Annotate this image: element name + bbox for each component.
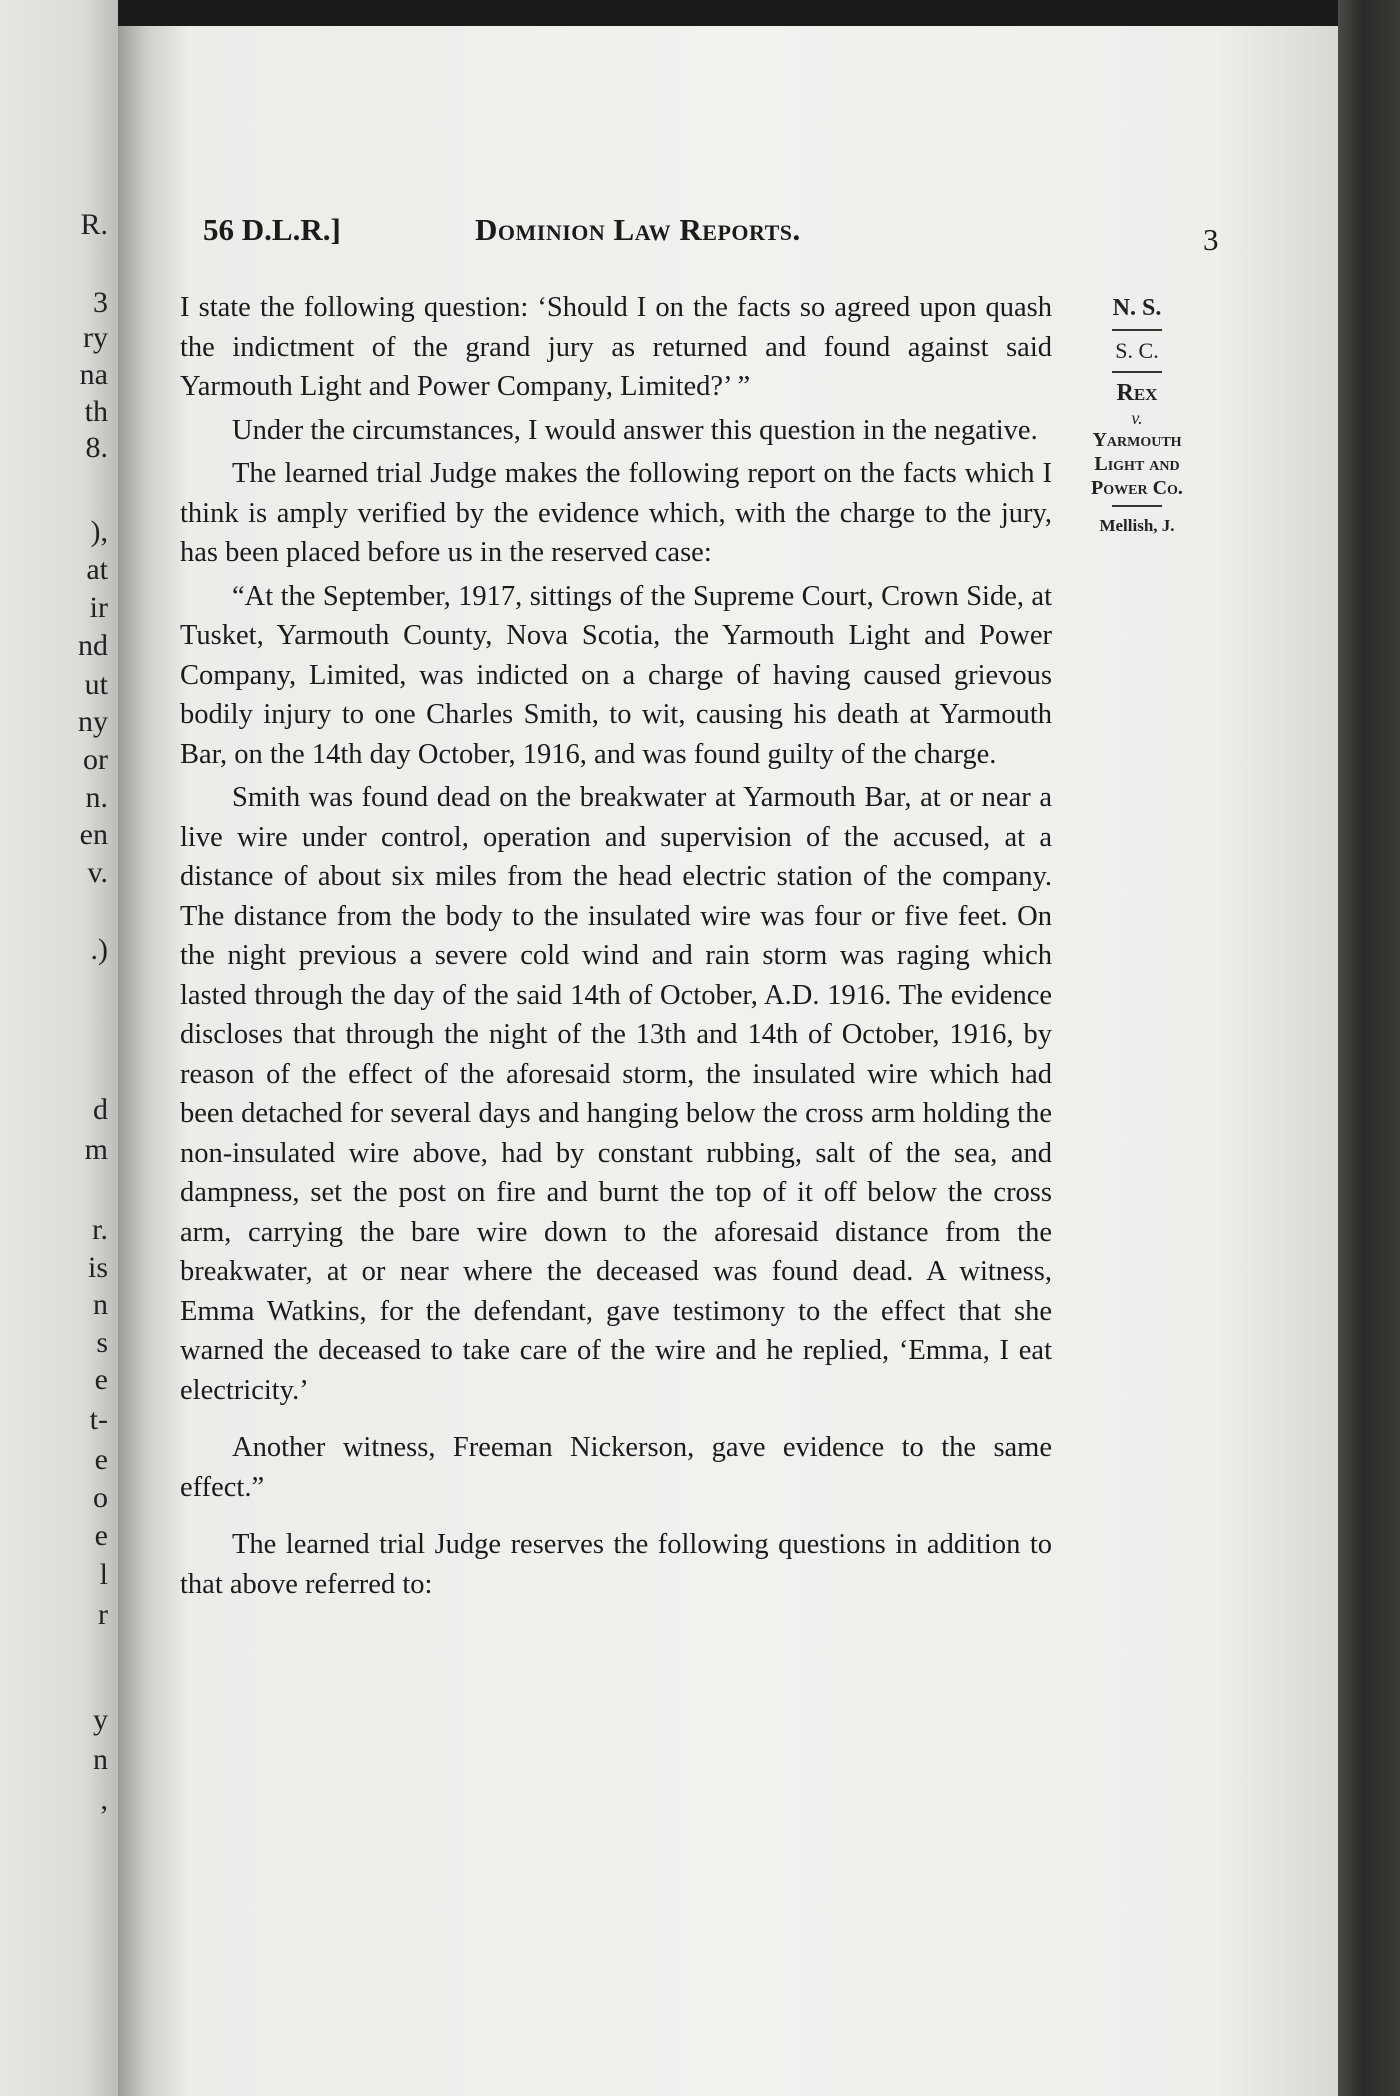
divider	[1112, 329, 1162, 331]
left-page-fragment: m	[84, 1133, 108, 1166]
left-page-fragment: 3	[93, 286, 108, 319]
running-head	[203, 212, 1223, 257]
paragraph-report-intro: The learned trial Judge makes the following report on the facts which I think is amply verified by the evidence which, with the charge to the jury, has been placed before us in the reserved case:	[180, 458, 1052, 568]
province: N. S.	[1112, 295, 1162, 321]
left-page-fragment: r	[98, 1598, 108, 1631]
left-page-fragment: th	[84, 395, 108, 428]
left-page-fragment: v.	[87, 856, 108, 889]
left-page-fragment: is	[87, 1251, 108, 1284]
left-page-fragment: at	[86, 553, 108, 586]
left-page-fragment: ir	[89, 591, 108, 624]
main-text	[180, 288, 1052, 1608]
page-number: 3	[1203, 222, 1219, 257]
divider	[1112, 371, 1162, 373]
left-page-edge	[0, 0, 118, 2096]
reporter-title: Dominion Law Reports.	[475, 212, 801, 247]
court: S. C.	[1115, 338, 1159, 363]
case-sidenote	[1072, 292, 1202, 540]
left-page-fragment: n.	[85, 781, 108, 814]
party-defendant-line: Power Co.	[1091, 477, 1183, 499]
left-page-fragment: e	[94, 1443, 108, 1476]
paragraph-questions: The learned trial Judge reserves the following questions in addition to that above referred to:	[180, 1529, 1052, 1600]
paragraph-answer: Under the circumstances, I would answer this question in the negative.	[232, 414, 1038, 446]
left-page-fragment: t-	[89, 1403, 108, 1436]
judge: Mellish, J.	[1099, 516, 1175, 535]
left-page-fragment: R.	[80, 208, 108, 241]
left-page-fragment: ut	[84, 668, 108, 701]
paragraph-indictment: “At the September, 1917, sittings of the Supreme Court, Crown Side, at Tusket, Yarmouth County, Nova Scotia, the Yarmouth Light and Power Company, Limited, was indicted on a charge of having caused grievous bodily injury to one Charles Smith, to wit, causing his death at Yarmouth Bar, on the 14th day October, 1916, and was found guilty of the charge.	[180, 580, 1052, 770]
left-page-fragment: ,	[100, 1783, 108, 1816]
left-page-fragment: o	[93, 1481, 108, 1514]
left-page-fragment: ry	[83, 321, 108, 354]
left-page-fragment: d	[93, 1093, 108, 1126]
paragraph-question: I state the following question: ‘Should I on the facts so agreed upon quash the indictment of the grand jury as returned and found against said Yarmouth Light and Power Company, Limited?’ ”	[180, 292, 1052, 402]
versus: v.	[1131, 408, 1143, 428]
left-page-fragment: en	[79, 818, 108, 851]
left-page-fragment: or	[83, 743, 108, 776]
volume-reference: 56 D.L.R.]	[203, 212, 341, 247]
left-page-fragment: n	[93, 1743, 108, 1776]
paragraph-witness: Another witness, Freeman Nickerson, gave evidence to the same effect.”	[180, 1432, 1052, 1503]
left-page-fragment: e	[94, 1363, 108, 1396]
left-page-fragment: e	[94, 1519, 108, 1552]
party-crown: Rex	[1116, 380, 1158, 406]
left-page-fragment: l	[99, 1558, 108, 1591]
party-defendant-line: Light and	[1094, 453, 1180, 475]
left-page-fragment: ),	[90, 515, 108, 548]
left-page-fragment: s	[96, 1326, 108, 1359]
left-page-fragment: na	[79, 358, 108, 391]
book-binding-edge	[1338, 0, 1400, 2096]
left-page-fragment: ny	[78, 705, 108, 738]
party-defendant-line: Yarmouth	[1092, 429, 1182, 451]
left-page-fragment: n	[93, 1288, 108, 1321]
left-page-fragment: y	[93, 1703, 108, 1736]
left-page-fragment: r.	[92, 1213, 108, 1246]
divider	[1112, 505, 1162, 507]
paragraph-facts: Smith was found dead on the breakwater at Yarmouth Bar, at or near a live wire under control, operation and supervision of the accused, at a distance of about six miles from the head electric station of the company. The distance from the body to the insulated wire was four or five feet. On the night previous a severe cold wind and rain storm was raging which lasted through the day of the said 14th of October, A.D. 1916. The evidence discloses that through the night of the 13th and 14th of October, 1916, by reason of the effect of the aforesaid storm, the insulated wire which had been detached for several days and hanging below the cross arm holding the non-insulated wire above, had by constant rubbing, salt of the sea, and dampness, set the post on fire and burnt the top of it off below the cross arm, carrying the bare wire down to the aforesaid distance from the breakwater, at or near where the deceased was found dead. A witness, Emma Watkins, for the defendant, gave testimony to the effect that she warned the deceased to take care of the wire and he replied, ‘Emma, I eat electricity.’	[180, 782, 1052, 1406]
left-page-fragment: .)	[90, 933, 108, 966]
left-page-fragment: nd	[78, 629, 108, 662]
left-page-fragment: 8.	[85, 431, 108, 464]
